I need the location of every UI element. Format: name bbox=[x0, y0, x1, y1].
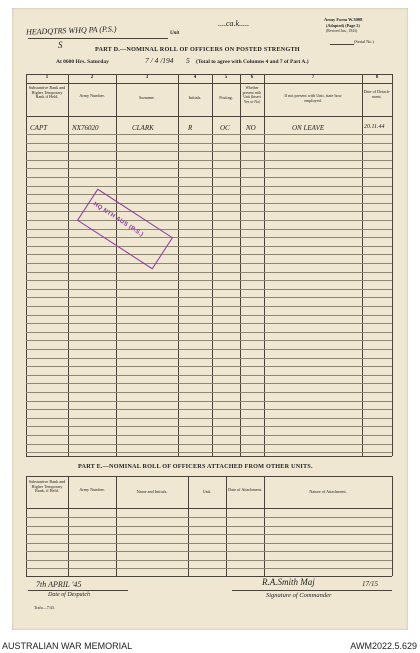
table-row-line bbox=[26, 332, 392, 333]
table-row-line bbox=[26, 383, 392, 384]
table-row-line bbox=[26, 177, 392, 178]
form-code-2: (Adapted) (Page 2) bbox=[326, 23, 360, 28]
unit-underline bbox=[28, 38, 168, 39]
despatch-label: Date of Despatch bbox=[48, 592, 90, 598]
footer-left-text: AUSTRALIAN WAR MEMORIAL bbox=[2, 641, 133, 651]
table-row-line bbox=[26, 517, 392, 518]
table-row-line bbox=[26, 426, 392, 427]
part-d-col-line bbox=[392, 74, 393, 456]
part-e-bottom bbox=[26, 576, 392, 577]
col-number: 2 bbox=[90, 75, 94, 80]
e-header-name: Name and Initials. bbox=[136, 489, 168, 494]
part-e-headrow bbox=[26, 508, 392, 509]
col-number: 5 bbox=[224, 75, 228, 80]
part-d-col-line bbox=[178, 74, 179, 456]
part-d-col-line bbox=[116, 74, 117, 456]
part-d-col-line bbox=[362, 74, 363, 456]
table-row-line bbox=[26, 568, 392, 569]
table-row-line bbox=[26, 186, 392, 187]
table-row-line bbox=[26, 375, 392, 376]
e-header-date: Date of Attachment. bbox=[228, 487, 262, 492]
col-header-employed: If not present with Unit, state how employed. bbox=[284, 93, 342, 103]
table-row-line bbox=[26, 203, 392, 204]
footer-right-text: AWM2022.5.629 bbox=[350, 641, 417, 651]
table-row-line bbox=[26, 526, 392, 527]
table-row-line bbox=[26, 151, 392, 152]
col-number: 4 bbox=[193, 75, 197, 80]
entry-present: NO bbox=[246, 124, 256, 132]
table-row-line bbox=[26, 280, 392, 281]
table-row-line bbox=[26, 543, 392, 544]
part-d-title: PART D.—NOMINAL ROLL OF OFFICERS ON POSTED STRENGTH bbox=[95, 46, 300, 53]
part-e-title: PART E.—NOMINAL ROLL OF OFFICERS ATTACHED FROM OTHER UNITS. bbox=[78, 463, 313, 470]
col-header-army-number: Army Number. bbox=[79, 93, 105, 98]
part-d-top bbox=[26, 74, 392, 75]
table-row-line bbox=[26, 560, 392, 561]
col-number: 3 bbox=[145, 75, 149, 80]
col-header-surname: Surname. bbox=[139, 95, 155, 100]
col-number: 1 bbox=[45, 75, 49, 80]
table-row-line bbox=[26, 323, 392, 324]
table-row-line bbox=[26, 254, 392, 255]
table-row-line bbox=[26, 289, 392, 290]
e-header-nature: Nature of Attachment. bbox=[309, 489, 347, 494]
entry-employed: ON LEAVE bbox=[292, 124, 325, 132]
col-header-posting: Posting. bbox=[219, 95, 233, 100]
table-row-line bbox=[26, 246, 392, 247]
at-line-date: 7 / 4 /194 bbox=[145, 56, 174, 65]
entry-detachment: 20.11.44 bbox=[364, 124, 385, 130]
col-header-present: Whether present with Unit (Insert Yes or No) bbox=[242, 86, 262, 104]
table-row-line bbox=[26, 349, 392, 350]
e-header-army-number: Army Number. bbox=[79, 487, 105, 492]
part-d-col-line bbox=[68, 74, 69, 456]
table-row-line bbox=[26, 168, 392, 169]
signature-label: Signature of Commander bbox=[266, 592, 332, 599]
despatch-handwritten: 7th APRIL '45 bbox=[36, 580, 82, 589]
at-line-right: (Total to agree with Columns 4 and 7 of Part A.) bbox=[196, 59, 309, 65]
table-row-line bbox=[26, 392, 392, 393]
entry-rank: CAPT bbox=[30, 124, 48, 132]
table-row-line bbox=[26, 401, 392, 402]
part-d-col-line bbox=[212, 74, 213, 456]
at-line-left: At 0600 Hrs. Saturday bbox=[56, 59, 109, 65]
part-d-headrow bbox=[26, 116, 392, 117]
signature-date-handwritten: 17/15 bbox=[362, 580, 378, 588]
part-e-top bbox=[26, 476, 392, 477]
part-d-col-line bbox=[264, 74, 265, 456]
part-d-col-line bbox=[26, 74, 27, 456]
table-row-line bbox=[26, 229, 392, 230]
table-row-line bbox=[26, 418, 392, 419]
at-line-year: 5 bbox=[186, 56, 190, 65]
serial-label: (Serial No.) bbox=[354, 39, 374, 44]
table-row-line bbox=[26, 358, 392, 359]
form-code-1: Army Form W.3008 bbox=[324, 17, 363, 22]
table-row-line bbox=[26, 340, 392, 341]
top-handwritten: ....ca.k..... bbox=[218, 19, 250, 28]
part-d-numrow bbox=[26, 83, 392, 84]
printer-code: Trafo—7/43. bbox=[34, 605, 55, 610]
table-row-line bbox=[26, 534, 392, 535]
part-e-col-line bbox=[392, 476, 393, 576]
table-row-line bbox=[26, 452, 392, 453]
entry-initials: R bbox=[188, 124, 193, 132]
col-header-initials: Initials. bbox=[188, 95, 202, 100]
col-number: 8 bbox=[375, 75, 379, 80]
table-row-line bbox=[26, 194, 392, 195]
col-number: 7 bbox=[311, 75, 315, 80]
stamp-text: HQ NTH AUS (P.S.) bbox=[91, 201, 145, 239]
footer-bar bbox=[0, 638, 420, 653]
entry-surname: CLARK bbox=[132, 124, 154, 132]
form-code-3: (Revised Jan., 1943) bbox=[326, 29, 358, 33]
table-row-line bbox=[26, 435, 392, 436]
table-row-line bbox=[26, 366, 392, 367]
form-sheet bbox=[12, 8, 408, 630]
table-row-line bbox=[26, 263, 392, 264]
table-row-line bbox=[26, 551, 392, 552]
signature-line bbox=[232, 590, 392, 591]
table-row-line bbox=[26, 237, 392, 238]
serial-underline bbox=[330, 44, 354, 45]
signature-handwritten: R.A.Smith Maj bbox=[262, 577, 315, 587]
col-number: 6 bbox=[250, 75, 254, 80]
col-header-detachment: Date of Detach-ment. bbox=[363, 89, 391, 99]
table-row-line bbox=[26, 315, 392, 316]
corner-mark: S bbox=[58, 40, 63, 50]
table-row-line bbox=[26, 143, 392, 144]
despatch-line bbox=[28, 590, 128, 591]
entry-posting: OC bbox=[220, 124, 230, 132]
table-row-line bbox=[26, 134, 392, 135]
table-row-line bbox=[26, 306, 392, 307]
table-row-line bbox=[26, 160, 392, 161]
part-d-bottom bbox=[26, 456, 392, 457]
part-d-col-line bbox=[240, 74, 241, 456]
table-row-line bbox=[26, 272, 392, 273]
e-header-rank: Substantive Rank and Higher Temporary Rank, if Held. bbox=[28, 479, 66, 494]
table-row-line bbox=[26, 444, 392, 445]
table-row-line bbox=[26, 409, 392, 410]
unit-label: Unit bbox=[170, 31, 180, 36]
table-row-line bbox=[26, 297, 392, 298]
col-header-rank: Substantive Rank and Higher Temporary Rank if Held. bbox=[28, 85, 66, 100]
unit-handwritten: HEADQTRS WHQ PA (P.S.) bbox=[25, 24, 117, 37]
e-header-unit: Unit. bbox=[202, 489, 212, 494]
entry-army-number: NX76020 bbox=[72, 124, 99, 132]
